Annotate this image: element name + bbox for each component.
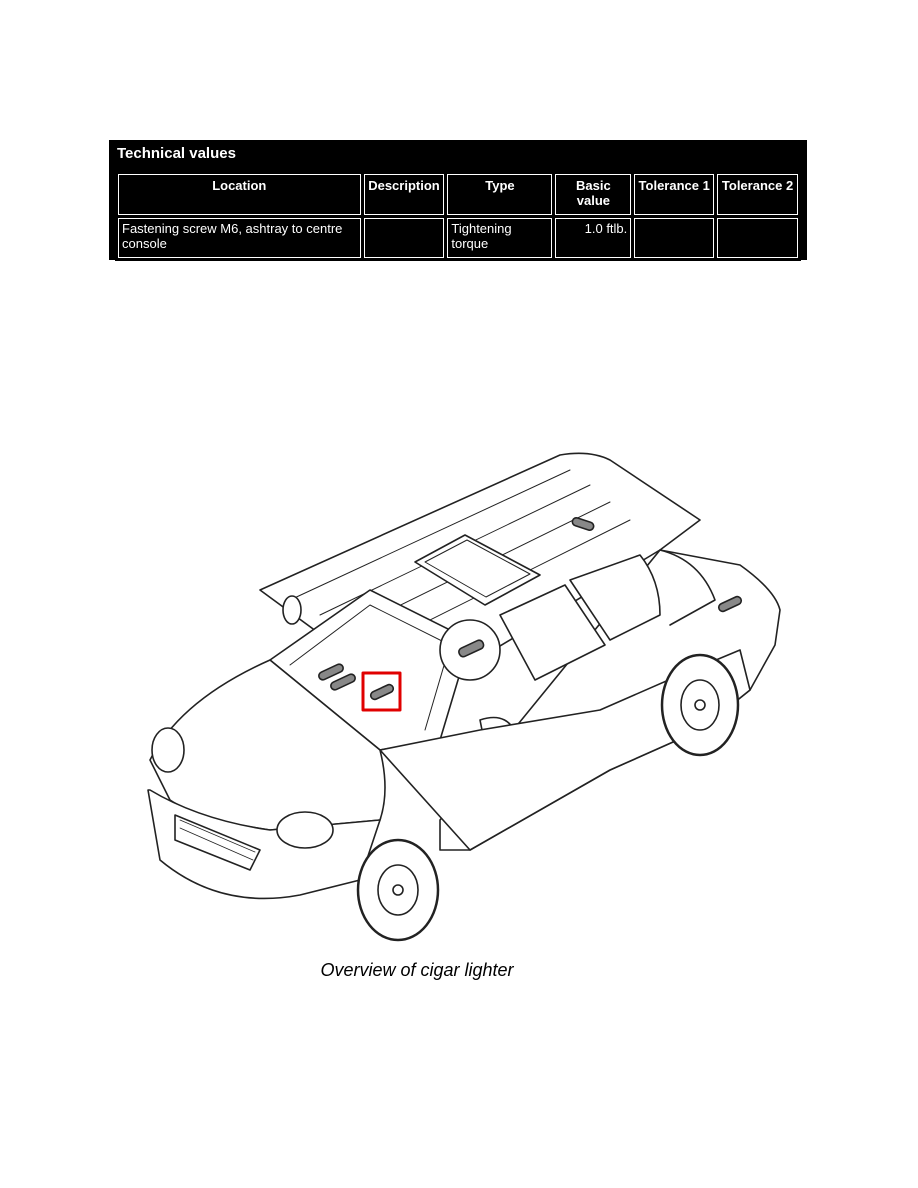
values-grid xyxy=(115,171,801,261)
cell-type: Tightening torque xyxy=(447,218,552,258)
figure-caption: Overview of cigar lighter xyxy=(320,960,514,980)
cell-tolerance-2 xyxy=(717,218,798,258)
header-location: Location xyxy=(118,174,361,215)
left-mirror xyxy=(283,596,301,624)
header-type: Type xyxy=(447,174,552,215)
cell-location: Fastening screw M6, ashtray to centre console xyxy=(118,218,361,258)
header-row xyxy=(118,174,798,215)
table-title: Technical values xyxy=(117,145,236,162)
header-description: Description xyxy=(364,174,445,215)
front-wheel xyxy=(358,840,438,940)
rear-wheel xyxy=(662,655,738,755)
headlight-left xyxy=(152,728,184,772)
cell-basic-value: 1.0 ftlb. xyxy=(555,218,631,258)
headlight-right xyxy=(277,812,333,848)
header-tolerance-2: Tolerance 2 xyxy=(717,174,798,215)
header-tolerance-1: Tolerance 1 xyxy=(634,174,714,215)
header-basic-value: Basic value xyxy=(555,174,631,215)
technical-values-table xyxy=(109,140,807,260)
table-row xyxy=(118,218,798,258)
car-overview-illustration xyxy=(140,440,790,950)
cell-description xyxy=(364,218,445,258)
cell-tolerance-1 xyxy=(634,218,714,258)
